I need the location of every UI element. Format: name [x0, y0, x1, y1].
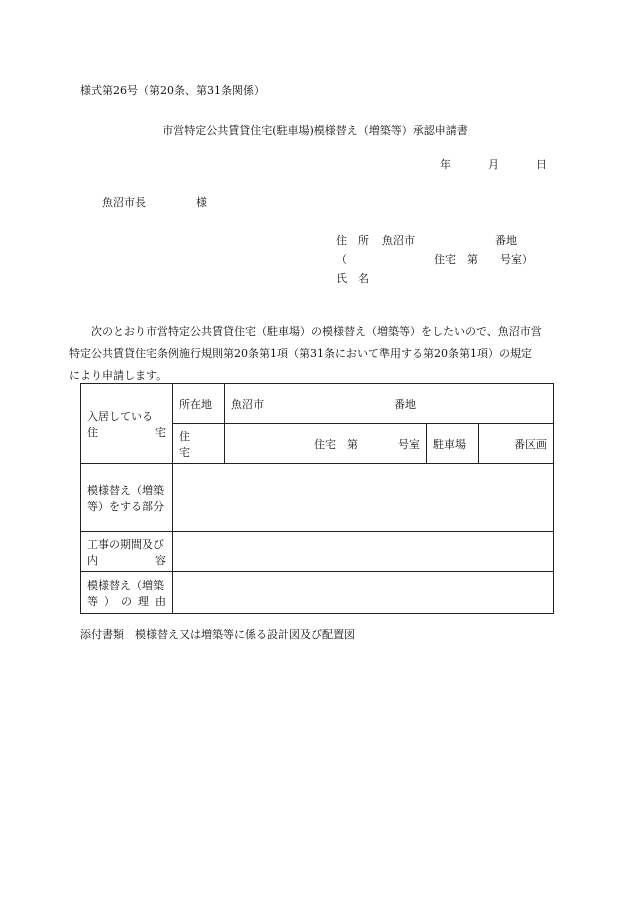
housing-number: 住宅 第	[314, 437, 358, 451]
construction-period-label-cell	[81, 532, 173, 572]
parking-label-cell: 駐車場	[427, 424, 479, 464]
housing-open-paren: （	[336, 253, 347, 266]
location-banchi: 番地	[394, 397, 416, 411]
application-table	[80, 383, 554, 614]
reason-label-cell	[81, 572, 173, 614]
residence-header-cell	[81, 384, 173, 464]
addressee	[102, 194, 207, 210]
date-day: 日	[536, 158, 547, 171]
table-row	[81, 572, 554, 614]
address-city: 魚沼市	[382, 234, 415, 247]
location-value-cell	[225, 384, 554, 424]
applicant-address-row	[336, 232, 517, 248]
body-line-3: により申請します。	[69, 369, 168, 382]
body-line-2: 特定公共賃貸住宅条例施行規則第20条第1項（第31条において準用する第20条第1項）の規定	[69, 347, 532, 360]
period-line-1: 工事の期間及び	[87, 537, 164, 551]
location-city: 魚沼市	[231, 397, 264, 411]
date-line	[440, 156, 547, 172]
room-label: 号室	[398, 437, 420, 451]
table-row	[81, 532, 554, 572]
housing-number-cell	[225, 424, 427, 464]
document-title: 市営特定公共賃貸住宅(駐車場)模様替え（増築等）承認申請書	[162, 124, 468, 137]
reason-line-2: 等）の理由	[87, 594, 166, 608]
form-number: 様式第26号（第20条、第31条関係）	[80, 84, 265, 97]
construction-period-value-cell	[173, 532, 554, 572]
body-line-1: 次のとおり市営特定公共賃貸住宅（駐車場）の模様替え（増築等）をしたいので、魚沼市営	[91, 325, 542, 338]
request-body-text	[69, 321, 560, 387]
location-label-cell: 所在地	[173, 384, 225, 424]
table-row	[81, 464, 554, 532]
address-banchi: 番地	[495, 234, 517, 247]
attachments-note: 添付書類 模様替え又は増築等に係る設計図及び配置図	[80, 628, 355, 641]
residence-header-line-2: 住 宅	[87, 425, 166, 439]
address-label: 住 所	[336, 234, 369, 247]
name-label: 氏 名	[336, 272, 369, 285]
residence-header-line-1: 入居している	[87, 409, 153, 423]
period-line-2: 内 容	[87, 553, 166, 567]
lot-label-cell: 番区画	[479, 424, 554, 464]
table-row	[81, 384, 554, 424]
applicant-name-row	[336, 270, 382, 286]
applicant-housing-row	[336, 251, 533, 267]
renovation-part-line-1: 模様替え（増築	[87, 483, 164, 497]
renovation-part-value-cell	[173, 464, 554, 532]
housing-label: 住宅 第	[434, 253, 478, 266]
renovation-part-line-2: 等）をする部分	[87, 499, 164, 513]
room-label: 号室）	[500, 253, 533, 266]
addressee-name: 魚沼市長	[102, 196, 146, 209]
addressee-honorific: 様	[196, 196, 207, 209]
renovation-part-label-cell	[81, 464, 173, 532]
date-month: 月	[488, 158, 499, 171]
housing-label-cell: 住 宅	[173, 424, 225, 464]
reason-line-1: 模様替え（増築	[87, 578, 164, 592]
date-year: 年	[440, 158, 451, 171]
reason-value-cell	[173, 572, 554, 614]
